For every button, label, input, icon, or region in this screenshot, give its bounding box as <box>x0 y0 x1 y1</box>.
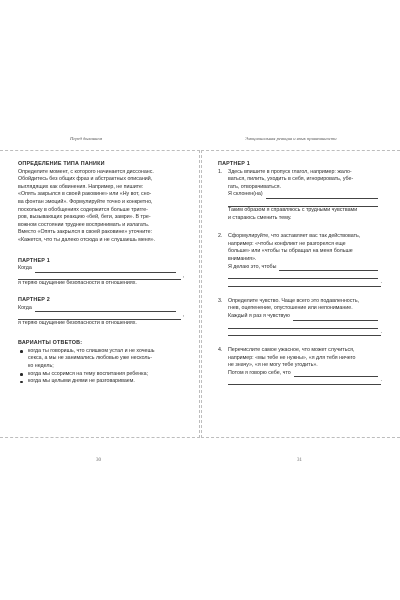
question-1 <box>218 169 390 223</box>
q3-answer-line-2[interactable] <box>228 321 378 329</box>
partner1-second-row <box>18 273 184 281</box>
answer-line: когда мы целыми днями не разговариваем. <box>28 378 135 385</box>
partner1-comma: , <box>182 272 184 279</box>
intro-line: ров, вызывающих реакцию «бей, беги, замри». В тре- <box>18 214 151 221</box>
question-line: Сформулируйте, что заставляет вас так действовать, <box>228 233 361 240</box>
question-line: гать, отворачиваться. <box>228 183 281 190</box>
partner1-when-text: Когда <box>18 265 32 272</box>
question-line: Определите чувство. Чаще всего это подавленность, <box>228 297 360 304</box>
q2-answer-field[interactable] <box>279 264 378 271</box>
question-3 <box>218 298 390 336</box>
q3-answer-row-3 <box>228 329 382 337</box>
answer-line: секса, а мы не занимались любовью уже несколь- <box>28 355 153 362</box>
partner1-when-row <box>18 265 176 273</box>
answer-item <box>18 348 190 371</box>
question-line: Перечислите самое ужасное, что может случиться, <box>228 347 355 354</box>
partner1-ending: я теряю ощущение безопасности в отношениях. <box>18 280 137 287</box>
question-4 <box>218 347 390 385</box>
question-line: например: «чтобы конфликт не разгорелся еще <box>228 240 346 247</box>
partner1-second-field[interactable] <box>18 273 181 280</box>
q1-after-line: Таким образом я справляюсь с трудными чувствами <box>228 206 358 213</box>
q4-answer-row-2 <box>228 377 382 385</box>
question-number: 4. <box>218 347 223 354</box>
q1-answer-field[interactable] <box>266 192 378 199</box>
q2-prompt-row <box>228 264 378 272</box>
running-head-right: Эмоциональная реакция и язык привязанности <box>245 136 337 141</box>
question-line: ваться, пилить, уходить в себя, игнорировать, убе- <box>228 176 354 183</box>
intro-line: ва фонтан эмоций». Формулируйте точно и конкретно, <box>18 198 153 205</box>
q4-end-mark: . <box>380 377 382 384</box>
question-line: Здесь впишите в пропуск глагол, например: жало- <box>228 168 352 175</box>
answer-item <box>18 378 190 386</box>
question-number: 1. <box>218 168 223 175</box>
q2-answer-line-3[interactable] <box>228 280 381 287</box>
partner1-label: ПАРТНЕР 1 <box>18 257 50 264</box>
q4-answer-field[interactable] <box>294 370 378 377</box>
q1-prompt-row <box>228 191 378 199</box>
q4-answer-line-2[interactable] <box>228 378 381 385</box>
question-number: 2. <box>218 233 223 240</box>
intro-line: Вместо «Опять закрылся в своей раковине» уточните: <box>18 229 153 236</box>
partner2-second-field[interactable] <box>18 313 181 320</box>
partner2-comma: , <box>182 312 184 319</box>
partner2-when-row <box>18 305 176 313</box>
answer-line: когда мы ссоримся на тему воспитания ребенка; <box>28 370 148 377</box>
q3-prompt-row <box>228 313 378 321</box>
left-page-content <box>18 161 190 386</box>
answers-label: ВАРИАНТЫ ОТВЕТОВ: <box>18 340 83 347</box>
question-line: например: «мы тебе не нужны», «я для тебя ничего <box>228 354 356 361</box>
intro-line: «Опять закрылся в своей раковине» или «Ну вот, сно- <box>18 191 152 198</box>
q3-answer-line-3[interactable] <box>228 329 381 336</box>
q3-answer-field[interactable] <box>293 314 378 321</box>
partner2-label: ПАРТНЕР 2 <box>18 296 50 303</box>
answer-item <box>18 371 190 379</box>
partner2-when-text: Когда <box>18 304 32 311</box>
question-line: не значу», «я не могу тебе угодить». <box>228 362 318 369</box>
partner1-when-field[interactable] <box>35 266 176 273</box>
q1-answer-line-2[interactable] <box>228 199 378 207</box>
intro-paragraph <box>18 169 190 245</box>
q2-answer-line-2[interactable] <box>228 271 378 279</box>
intro-line: «Кажется, что ты далеко отсюда и не слушаешь меня». <box>18 236 156 243</box>
page-number-left: 30 <box>96 458 101 463</box>
right-worksheet-card <box>201 150 400 438</box>
page-number-right: 31 <box>297 458 302 463</box>
q2-prompt: Я делаю это, чтобы <box>228 263 277 270</box>
section-title: ОПРЕДЕЛЕНИЕ ТИПА ПАНИКИ <box>18 161 105 167</box>
partner2-ending: я теряю ощущение безопасности в отношениях. <box>18 319 137 326</box>
answer-line: ко недель; <box>28 363 54 370</box>
intro-line: поскольку в обобщениях содержится больше тригге- <box>18 206 148 213</box>
answers-list <box>18 348 190 386</box>
q3-prompt: Каждый я раз я чувствую <box>228 312 290 319</box>
partner2-second-row <box>18 312 184 320</box>
q3-end-mark: . <box>380 328 382 335</box>
intro-line: вожном состоянии труднее воспринимать и излагать. <box>18 221 150 228</box>
partner2-when-field[interactable] <box>35 305 176 312</box>
q4-prompt: Потом я говорю себе, что <box>228 369 291 376</box>
q2-answer-row-3 <box>228 279 382 287</box>
intro-line: выглядящих как обвинения. Например, не пишите: <box>18 183 144 190</box>
question-line: гнев, оцепенение, опустошение или непонимание. <box>228 305 353 312</box>
q2-end-mark: . <box>380 279 382 286</box>
intro-line: Определите момент, с которого начинается диссонанс. <box>18 168 154 175</box>
right-page-content <box>218 161 390 385</box>
q4-prompt-row <box>228 370 378 378</box>
running-head-left: Перед дыханием <box>70 136 103 141</box>
question-line: больше» или «чтобы ты обращал на меня больше <box>228 248 353 255</box>
section-title: ПАРТНЕР 1 <box>218 161 250 167</box>
question-line: внимания». <box>228 255 257 262</box>
q1-after-line: и стараюсь сменить тему. <box>228 214 292 221</box>
answer-line: когда ты говоришь, что слишком устал и не хочешь <box>28 347 155 354</box>
question-2 <box>218 233 390 287</box>
left-worksheet-card <box>0 150 200 438</box>
q1-prompt: Я склонен(на) <box>228 191 263 198</box>
intro-line: Обойдитесь без общих фраз и абстрактных описаний, <box>18 176 153 183</box>
question-number: 3. <box>218 297 223 304</box>
